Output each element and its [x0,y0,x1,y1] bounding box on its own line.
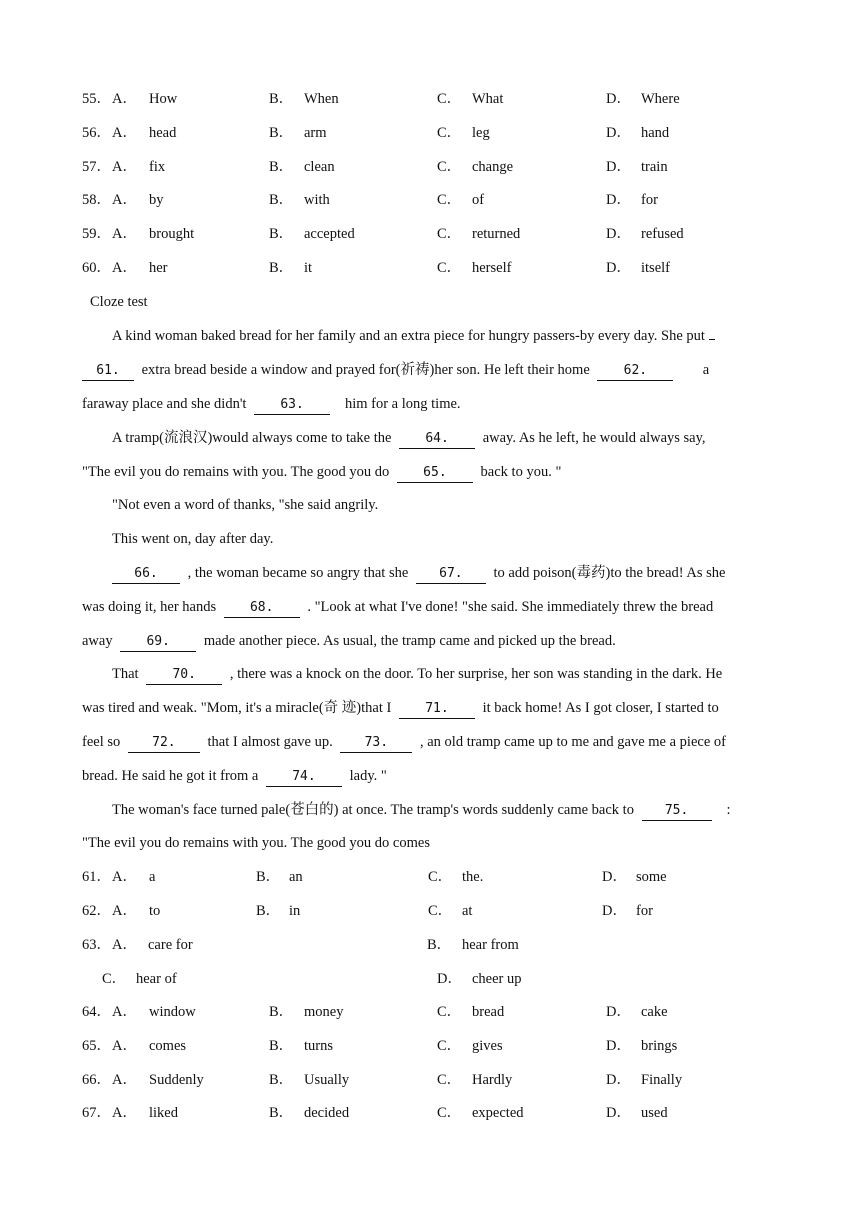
question-63-row2 [82,962,782,996]
option-label: A． [112,124,137,141]
option-d[interactable]: cake [641,1004,668,1020]
option-label: B． [269,158,294,175]
option-label: D． [606,1004,631,1020]
option-label: D． [606,260,631,276]
option-label: D． [606,91,631,107]
option-b[interactable]: an [289,869,303,885]
passage-line: away 69. made another piece. As usual, the tramp came and picked up the bread. [82,624,780,658]
section-title: Cloze test [90,294,148,310]
option-label: A． [112,91,137,107]
question-number: 62． [82,902,111,919]
option-b[interactable]: accepted [304,226,355,243]
question-row [82,1063,782,1097]
question-number: 65． [82,1037,111,1054]
option-label: B． [269,260,294,276]
option-label: B． [269,1037,294,1054]
passage-line: feel so 72. that I almost gave up. 73. , an old tramp came up to me and gave me a piece of [82,725,780,759]
option-b[interactable]: clean [304,158,335,175]
question-row [82,251,782,285]
option-b[interactable]: in [289,902,301,919]
option-a[interactable]: liked [149,1105,178,1122]
option-label: C． [437,260,462,276]
option-label: B． [256,869,281,885]
blank-72[interactable]: 72. [128,734,200,753]
option-label: A． [112,1105,137,1122]
option-a[interactable]: by [149,192,164,209]
option-label: C． [437,226,462,243]
question-number: 64． [82,1004,111,1020]
question-number: 58． [82,192,111,209]
option-c[interactable]: hear of [136,971,177,987]
option-c[interactable]: leg [472,124,490,141]
question-row [82,860,782,894]
question-number: 55． [82,91,111,107]
blank-66[interactable]: 66. [112,565,180,584]
blank-74[interactable]: 74. [266,768,342,787]
option-c[interactable]: returned [472,226,521,243]
passage-line: A tramp(流浪汉)would always come to take the 64. away. As he left, he would always say, [112,421,780,455]
passage-line [112,319,780,353]
question-number: 61． [82,869,111,885]
option-c[interactable]: of [472,192,485,209]
blank-68[interactable]: 68. [224,599,300,618]
option-b[interactable]: it [304,260,313,276]
question-row [82,1096,782,1130]
question-row [82,150,782,184]
passage-text: A kind woman baked bread for her family and an extra piece for hungry passers-by every day. She put [112,328,705,344]
question-number: 56． [82,124,111,141]
passage-line: faraway place and she didn't 63. him for a long time. [82,387,780,421]
blank-62[interactable]: 62. [597,362,673,381]
blank-64[interactable]: 64. [399,430,475,449]
option-d[interactable]: hand [641,124,670,141]
option-d[interactable]: train [641,158,668,175]
option-label: B． [269,1071,294,1088]
option-c[interactable]: herself [472,260,512,276]
option-label: D． [606,1037,631,1054]
option-d[interactable]: for [641,192,658,209]
option-label: A． [112,1071,137,1088]
blank-71[interactable]: 71. [399,700,475,719]
option-a[interactable]: her [149,260,168,276]
blank-61[interactable]: 61. [82,362,134,381]
blank-65[interactable]: 65. [397,464,473,483]
option-label: C． [428,902,453,919]
option-label: B． [256,902,281,919]
option-c[interactable]: change [472,158,514,175]
blank-63[interactable]: 63. [254,396,330,415]
option-c[interactable]: expected [472,1105,524,1122]
blank-75[interactable]: 75. [642,802,712,821]
question-row [82,217,782,251]
passage-line: "Not even a word of thanks, "she said angrily. [112,497,379,513]
option-label: C． [428,869,453,885]
passage-line: 66. , the woman became so angry that she 67. to add poison(毒药)to the bread! As she [112,556,780,590]
option-a[interactable]: Suddenly [149,1071,204,1088]
passage-line: bread. He said he got it from a 74. lady. " [82,759,780,793]
option-a[interactable]: window [149,1004,196,1020]
option-label: C． [437,1004,462,1020]
option-a[interactable]: brought [149,226,195,243]
option-label: D． [606,1071,631,1088]
option-label: B． [269,1004,294,1020]
option-label: A． [112,226,137,243]
option-b[interactable]: with [304,192,330,209]
option-label: B． [269,91,294,107]
option-label: C． [437,1105,462,1122]
question-number: 67． [82,1105,111,1122]
option-d[interactable]: Where [641,91,680,107]
option-a[interactable]: How [149,91,178,107]
option-label: B． [269,1105,294,1122]
blank-73[interactable]: 73. [340,734,412,753]
option-label: C． [437,124,462,141]
option-label: C． [437,1037,462,1054]
question-row [82,894,782,928]
option-label: A． [112,937,137,953]
question-row [82,82,782,116]
option-c[interactable]: gives [472,1037,503,1054]
option-b[interactable]: When [304,91,339,107]
option-d[interactable]: for [636,902,653,919]
passage-line: That 70. , there was a knock on the door. To her surprise, her son was standing in the dark. He [112,657,780,691]
option-label: D． [606,124,631,141]
option-d[interactable]: Finally [641,1071,683,1088]
passage-line: was tired and weak. "Mom, it's a miracle(奇 迹)that I 71. it back home! As I got closer, I started to [82,691,780,725]
passage-line: This went on, day after day. [112,531,274,547]
option-b[interactable]: money [304,1004,344,1020]
option-a[interactable]: a [149,869,156,885]
option-label: C． [437,1071,462,1088]
option-label: D． [606,1105,631,1122]
option-a[interactable]: head [149,124,177,141]
option-c[interactable]: at [462,902,473,919]
option-label: C． [437,192,462,209]
option-b[interactable]: arm [304,124,327,141]
option-label: B． [269,226,294,243]
option-b[interactable]: turns [304,1037,333,1054]
option-c[interactable]: What [472,91,504,107]
question-row [82,995,782,1029]
option-label: B． [427,937,452,953]
question-number: 66． [82,1071,111,1088]
option-c[interactable]: bread [472,1004,505,1020]
question-row [82,1029,782,1063]
question-number: 59． [82,226,111,243]
option-label: B． [269,124,294,141]
option-a[interactable]: to [149,902,161,919]
question-row [82,183,782,217]
passage-line: 61. extra bread beside a window and prayed for(祈祷)her son. He left their home 62. a [82,353,780,387]
option-d[interactable]: itself [641,260,670,276]
option-d[interactable]: brings [641,1037,678,1054]
option-label: D． [606,192,631,209]
option-d[interactable]: refused [641,226,684,243]
option-label: D． [606,226,631,243]
blank-67[interactable]: 67. [416,565,486,584]
option-label: D． [602,869,627,885]
option-label: A． [112,192,137,209]
option-a[interactable]: fix [149,158,166,175]
option-b[interactable]: decided [304,1105,350,1122]
option-label: C． [437,91,462,107]
passage-line: was doing it, her hands 68. . "Look at what I've done! "she said. She immediately threw the bread [82,590,780,624]
option-a[interactable]: care for [148,937,193,953]
option-a[interactable]: comes [149,1037,187,1054]
question-63 [82,928,782,962]
question-number: 63． [82,937,111,953]
option-d[interactable]: cheer up [472,971,522,987]
option-d[interactable]: used [641,1105,668,1122]
option-label: A． [112,1037,137,1054]
option-label: A． [112,260,137,276]
option-label: A． [112,902,137,919]
option-label: C． [102,971,127,987]
blank-69[interactable]: 69. [120,633,196,652]
question-row [82,116,782,150]
option-c[interactable]: the. [462,869,484,885]
blank-70[interactable]: 70. [146,666,222,685]
passage-line: "The evil you do remains with you. The good you do comes [82,835,430,851]
option-label: A． [112,869,137,885]
option-label: A． [112,158,137,175]
option-label: D． [437,971,462,987]
question-number: 57． [82,158,111,175]
option-b[interactable]: Usually [304,1071,350,1088]
option-c[interactable]: Hardly [472,1071,513,1088]
option-label: C． [437,158,462,175]
option-b[interactable]: hear from [462,937,519,953]
passage-line: "The evil you do remains with you. The good you do 65. back to you. " [82,455,780,489]
option-label: B． [269,192,294,209]
option-label: D． [602,902,627,919]
option-label: D． [606,158,631,175]
option-label: A． [112,1004,137,1020]
passage-line: The woman's face turned pale(苍白的) at once. The tramp's words suddenly came back to 75. : [112,793,780,827]
option-d[interactable]: some [636,869,667,885]
question-number: 60． [82,260,111,276]
